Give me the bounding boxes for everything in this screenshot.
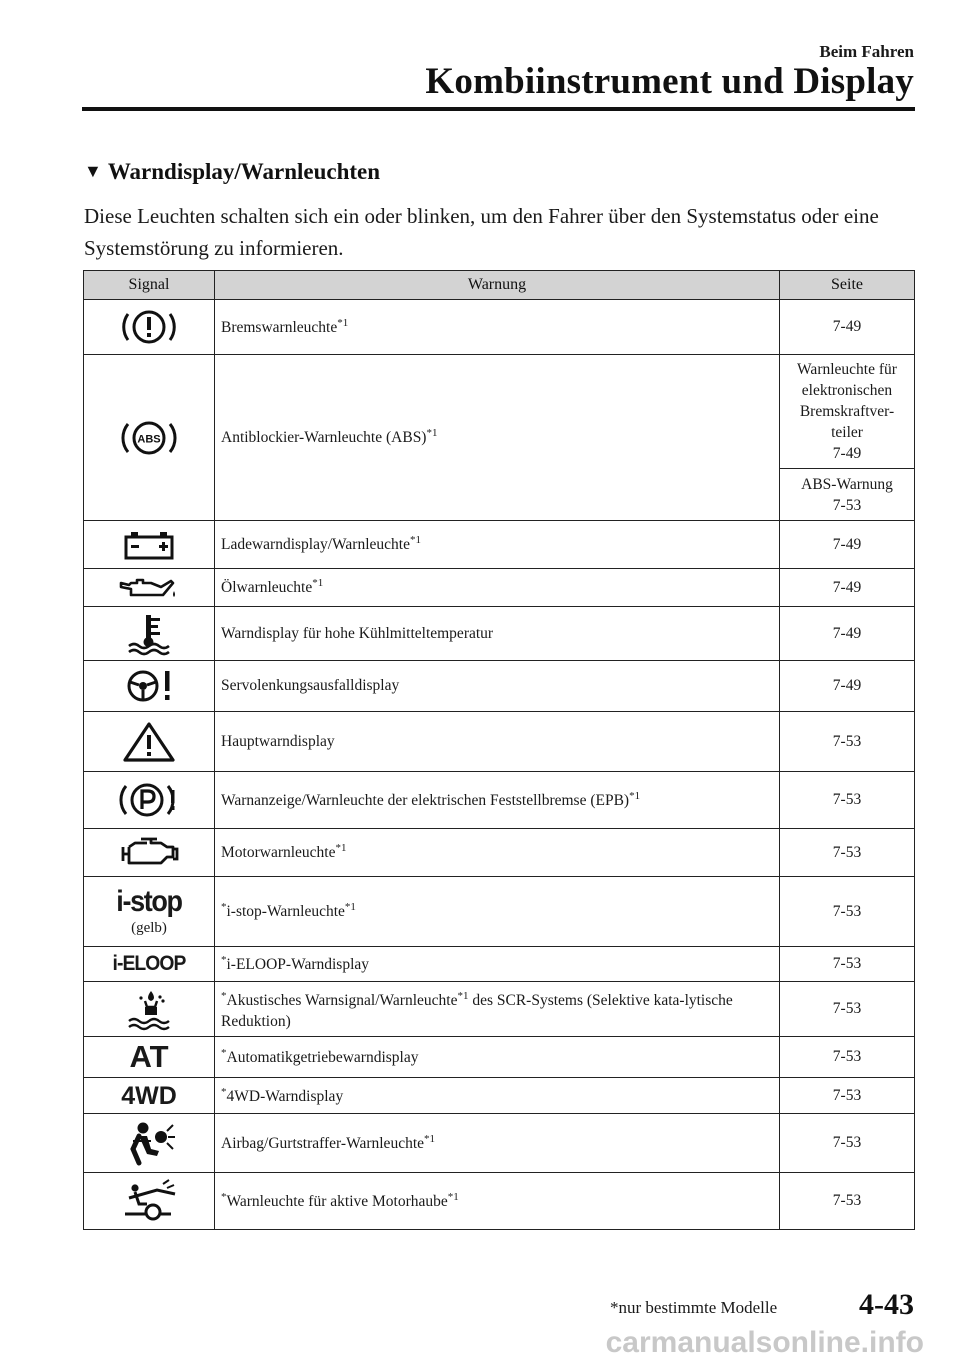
page-cell: 7-49	[780, 607, 915, 661]
table-row	[84, 1037, 915, 1078]
page-cell: 7-53	[780, 982, 915, 1037]
warning-cell: Ladewarndisplay/Warnleuchte$^{*1}$	[215, 521, 780, 569]
table-row	[84, 607, 915, 661]
power-steering-icon	[119, 666, 179, 706]
page-cell-abs: ABS-Warnung 7-53	[780, 469, 915, 521]
warning-cell: Bremswarnleuchte$^{*1}$	[215, 300, 780, 355]
table-row	[84, 712, 915, 772]
table-row	[84, 355, 915, 469]
column-header-warning: Warnung	[215, 271, 780, 300]
warning-cell: *Warnleuchte für aktive Motorhaube$^{*1}$	[215, 1173, 780, 1230]
table-row	[84, 300, 915, 355]
table-row	[84, 829, 915, 877]
page-number: 4-43	[859, 1288, 914, 1321]
engine-icon	[117, 835, 181, 871]
signal-cell	[84, 877, 215, 947]
page-cell: 7-53	[780, 772, 915, 829]
table-row	[84, 1078, 915, 1114]
scr-icon	[119, 987, 179, 1031]
airbag-icon	[119, 1119, 179, 1167]
signal-cell	[84, 1037, 215, 1078]
signal-cell	[84, 1173, 215, 1230]
section-title	[84, 159, 380, 185]
icon-caption: (gelb)	[131, 920, 167, 936]
page-cell: 7-49	[780, 300, 915, 355]
table-row	[84, 521, 915, 569]
warning-cell: Warndisplay für hohe Kühlmitteltemperatur	[215, 607, 780, 661]
page-cell: 7-49	[780, 569, 915, 607]
signal-cell	[84, 712, 215, 772]
signal-cell	[84, 355, 215, 521]
coolant-temperature-icon	[119, 612, 179, 656]
warning-cell: *i-stop-Warnleuchte$^{*1}$	[215, 877, 780, 947]
page-cell: 7-53	[780, 1173, 915, 1230]
signal-cell	[84, 300, 215, 355]
signal-cell	[84, 661, 215, 712]
signal-cell	[84, 521, 215, 569]
warning-cell: Antiblockier-Warnleuchte (ABS)$^{*1}$	[215, 355, 780, 521]
warning-cell: Ölwarnleuchte$^{*1}$	[215, 569, 780, 607]
table-row	[84, 1114, 915, 1173]
running-header-title: Kombiinstrument und Display	[425, 61, 914, 102]
table-row	[84, 982, 915, 1037]
warning-cell: *Automatikgetriebewarndisplay	[215, 1037, 780, 1078]
table-row	[84, 877, 915, 947]
i-eloop-icon: i-ELOOP	[112, 952, 186, 975]
parking-brake-icon	[119, 778, 179, 822]
active-bonnet-icon	[117, 1178, 181, 1224]
page-cell: 7-53	[780, 877, 915, 947]
page-cell: 7-53	[780, 712, 915, 772]
page-cell: 7-53	[780, 829, 915, 877]
warning-table	[83, 270, 915, 1230]
warning-cell: Motorwarnleuchte$^{*1}$	[215, 829, 780, 877]
master-warning-icon	[119, 720, 179, 764]
column-header-page: Seite	[780, 271, 915, 300]
signal-cell	[84, 607, 215, 661]
brake-warning-icon	[119, 307, 179, 347]
page-cell: 7-53	[780, 947, 915, 982]
section-title-text: Warndisplay/Warnleuchten	[107, 159, 381, 184]
section-marker-icon: ▼	[84, 161, 102, 181]
svg-text:ABS: ABS	[137, 433, 161, 445]
header-rule	[82, 107, 915, 111]
warning-cell: Warnanzeige/Warnleuchte der elektrischen Feststellbremse (EPB)$^{*1}$	[215, 772, 780, 829]
warning-cell: Servolenkungsausfalldisplay	[215, 661, 780, 712]
table-header-row	[84, 271, 915, 300]
table-row	[84, 569, 915, 607]
at-icon: AT	[129, 1039, 169, 1075]
column-header-signal: Signal	[84, 271, 215, 300]
abs-warning-icon	[119, 416, 179, 460]
page-cell: 7-53	[780, 1078, 915, 1114]
page-cell: 7-53	[780, 1114, 915, 1173]
table-row	[84, 947, 915, 982]
warning-cell: *i-ELOOP-Warndisplay	[215, 947, 780, 982]
i-stop-icon: i-stop	[116, 885, 182, 918]
page-cell-ebd: Warnleuchte für elektronischen Bremskraftver- teiler 7-49	[780, 355, 915, 469]
signal-cell	[84, 982, 215, 1037]
warning-cell: Hauptwarndisplay	[215, 712, 780, 772]
table-row	[84, 1173, 915, 1230]
oil-can-icon	[117, 575, 181, 601]
signal-cell	[84, 947, 215, 982]
four-wd-icon: 4WD	[121, 1081, 177, 1110]
watermark: carmanualsonline.info	[605, 1326, 924, 1359]
warning-cell: *4WD-Warndisplay	[215, 1078, 780, 1114]
intro-paragraph: Diese Leuchten schalten sich ein oder blinken, um den Fahrer über den Systemstatus oder eine Systemstörung zu informieren.	[84, 204, 879, 260]
table-row	[84, 661, 915, 712]
signal-cell	[84, 829, 215, 877]
warning-cell: Airbag/Gurtstraffer-Warnleuchte$^{*1}$	[215, 1114, 780, 1173]
page-cell: 7-49	[780, 521, 915, 569]
table-row	[84, 772, 915, 829]
footnote: *nur bestimmte Modelle	[610, 1298, 778, 1317]
signal-cell	[84, 1078, 215, 1114]
signal-cell	[84, 772, 215, 829]
page-cell: 7-53	[780, 1037, 915, 1078]
signal-cell	[84, 1114, 215, 1173]
page-cell: 7-49	[780, 661, 915, 712]
warning-cell: *Akustisches Warnsignal/Warnleuchte$^{*1}$ des SCR-Systems (Selektive kata-lytische Reduktion)	[215, 982, 780, 1037]
battery-icon	[119, 529, 179, 561]
running-header-section: Beim Fahren	[819, 42, 914, 61]
signal-cell	[84, 569, 215, 607]
